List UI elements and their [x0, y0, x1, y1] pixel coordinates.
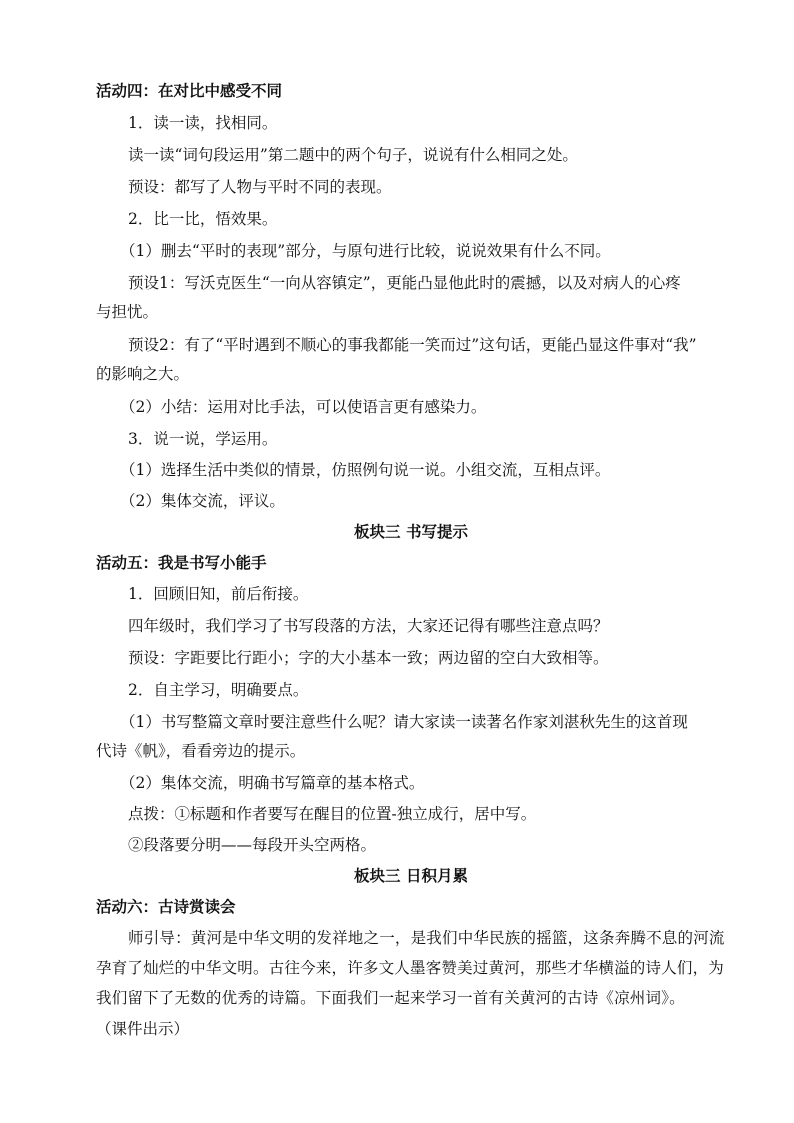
paragraph: 2．自主学习，明确要点。 [128, 681, 309, 699]
paragraph: （2）集体交流，明确书写篇章的基本格式。 [120, 774, 425, 792]
paragraph: 四年级时，我们学习了书写段落的方法，大家还记得有哪些注意点吗？ [128, 617, 609, 635]
paragraph: 2．比一比，悟效果。 [128, 210, 278, 228]
paragraph: （2）集体交流，评议。 [120, 492, 285, 510]
paragraph: （1）选择生活中类似的情景，仿照例句说一说。小组交流，互相点评。 [120, 461, 611, 479]
activity-4-heading: 活动四：在对比中感受不同 [96, 81, 283, 100]
section-3-writing-heading: 板块三 书写提示 [354, 522, 468, 541]
paragraph-continuation: 我们留下了无数的优秀的诗篇。下面我们一起来学习一首有关黄河的古诗《凉州词》。 [96, 989, 685, 1007]
paragraph-continuation: （课件出示） [96, 1020, 190, 1038]
section-3-accumulation-heading: 板块三 日积月累 [354, 866, 468, 885]
paragraph: 1．读一读，找相同。 [128, 114, 278, 132]
activity-5-heading: 活动五：我是书写小能手 [96, 553, 267, 572]
paragraph: （1）书写整篇文章时要注意些什么呢？请大家读一读著名作家刘湛秋先生的这首现 [120, 713, 688, 731]
paragraph: （2）小结：运用对比手法，可以使语言更有感染力。 [120, 398, 487, 416]
paragraph: 点拨：①标题和作者要写在醒目的位置-独立成行，居中写。 [128, 805, 537, 823]
paragraph: 师引导：黄河是中华文明的发祥地之一，是我们中华民族的摇篮，这条奔腾不息的河流 [128, 929, 725, 947]
activity-6-heading: 活动六：古诗赏读会 [96, 897, 236, 916]
paragraph-continuation: 的影响之大。 [96, 365, 190, 383]
paragraph: ②段落要分明——每段开头空两格。 [128, 836, 377, 854]
paragraph: 预设：都写了人物与平时不同的表现。 [128, 178, 392, 196]
paragraph: 读一读“词句段运用”第二题中的两个句子，说说有什么相同之处。 [128, 146, 578, 164]
paragraph: 3．说一说，学运用。 [128, 430, 278, 448]
paragraph-continuation: 代诗《帆》，看看旁边的提示。 [96, 742, 306, 760]
paragraph-continuation: 与担忧。 [96, 303, 159, 321]
paragraph: 预设1：写沃克医生“一向从容镇定”，更能凸显他此时的震撼，以及对病人的心疼 [128, 274, 681, 292]
paragraph: （1）删去“平时的表现”部分，与原句进行比较，说说效果有什么不同。 [120, 242, 611, 260]
paragraph: 1．回顾旧知，前后衔接。 [128, 585, 309, 603]
paragraph: 预设2：有了“平时遇到不顺心的事我都能一笑而过”这句话，更能凸显这件事对“我” [128, 336, 697, 354]
paragraph: 预设：字距要比行距小；字的大小基本一致；两边留的空白大致相等。 [128, 649, 609, 667]
paragraph-continuation: 孕育了灿烂的中华文明。古往今来，许多文人墨客赞美过黄河，那些才华横溢的诗人们，为 [96, 959, 725, 977]
